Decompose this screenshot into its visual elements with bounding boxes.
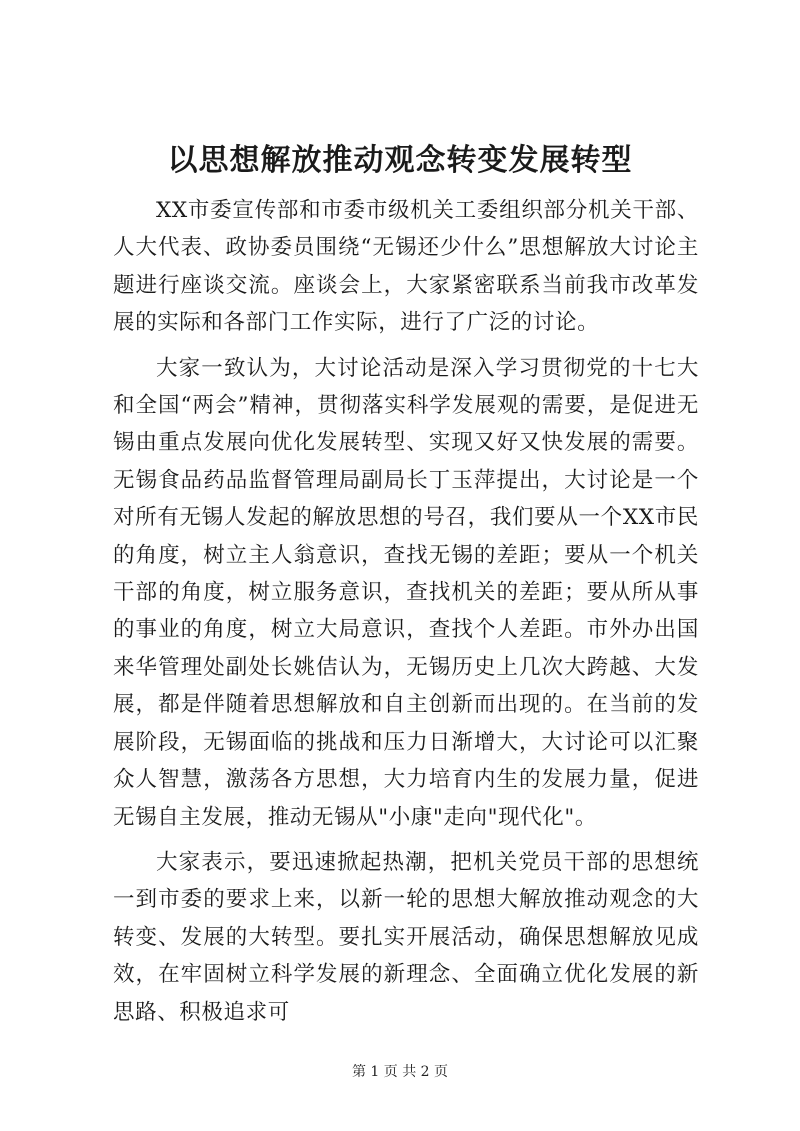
page-number-footer: 第 1 页 共 2 页 [351, 1064, 449, 1080]
paragraph: 大家表示，要迅速掀起热潮，把机关党员干部的思想统一到市委的要求上来，以新一轮的思想大解放推动观念的大转变、发展的大转型。要扎实开展活动，确保思想解放见成效，在牢固树立科学发展的新理念、全面确立优化发展的新思路、积极追求可 [113, 849, 699, 1025]
paragraph: 大家一致认为，大讨论活动是深入学习贯彻党的十七大和全国“两会”精神，贯彻落实科学发展观的需要，是促进无锡由重点发展向优化发展转型、实现又好又快发展的需要。无锡食品药品监督管理局副局长丁玉萍提出，大讨论是一个对所有无锡人发起的解放思想的号召，我们要从一个XX市民的角度，树立主人翁意识，查找无锡的差距；要从一个机关干部的角度，树立服务意识，查找机关的差距；要从所从事的事业的角度，树立大局意识，查找个人差距。市外办出国来华管理处副处长姚佶认为，无锡历史上几次大跨越、大发展，都是伴随着思想解放和自主创新而出现的。在当前的发展阶段，无锡面临的挑战和压力日渐增大，大讨论可以汇聚众人智慧，激荡各方思想，大力培育内生的发展力量，促进无锡自主发展，推动无锡从"小康"走向"现代化"。 [113, 355, 699, 830]
document-title: 以思想解放推动观念转变发展转型 [167, 143, 633, 178]
document-body [113, 192, 699, 1031]
paragraph: XX市委宣传部和市委市级机关工委组织部分机关干部、人大代表、政协委员围绕“无锡还少什么”思想解放大讨论主题进行座谈交流。座谈会上，大家紧密联系当前我市改革发展的实际和各部门工作实际，进行了广泛的讨论。 [113, 198, 699, 336]
